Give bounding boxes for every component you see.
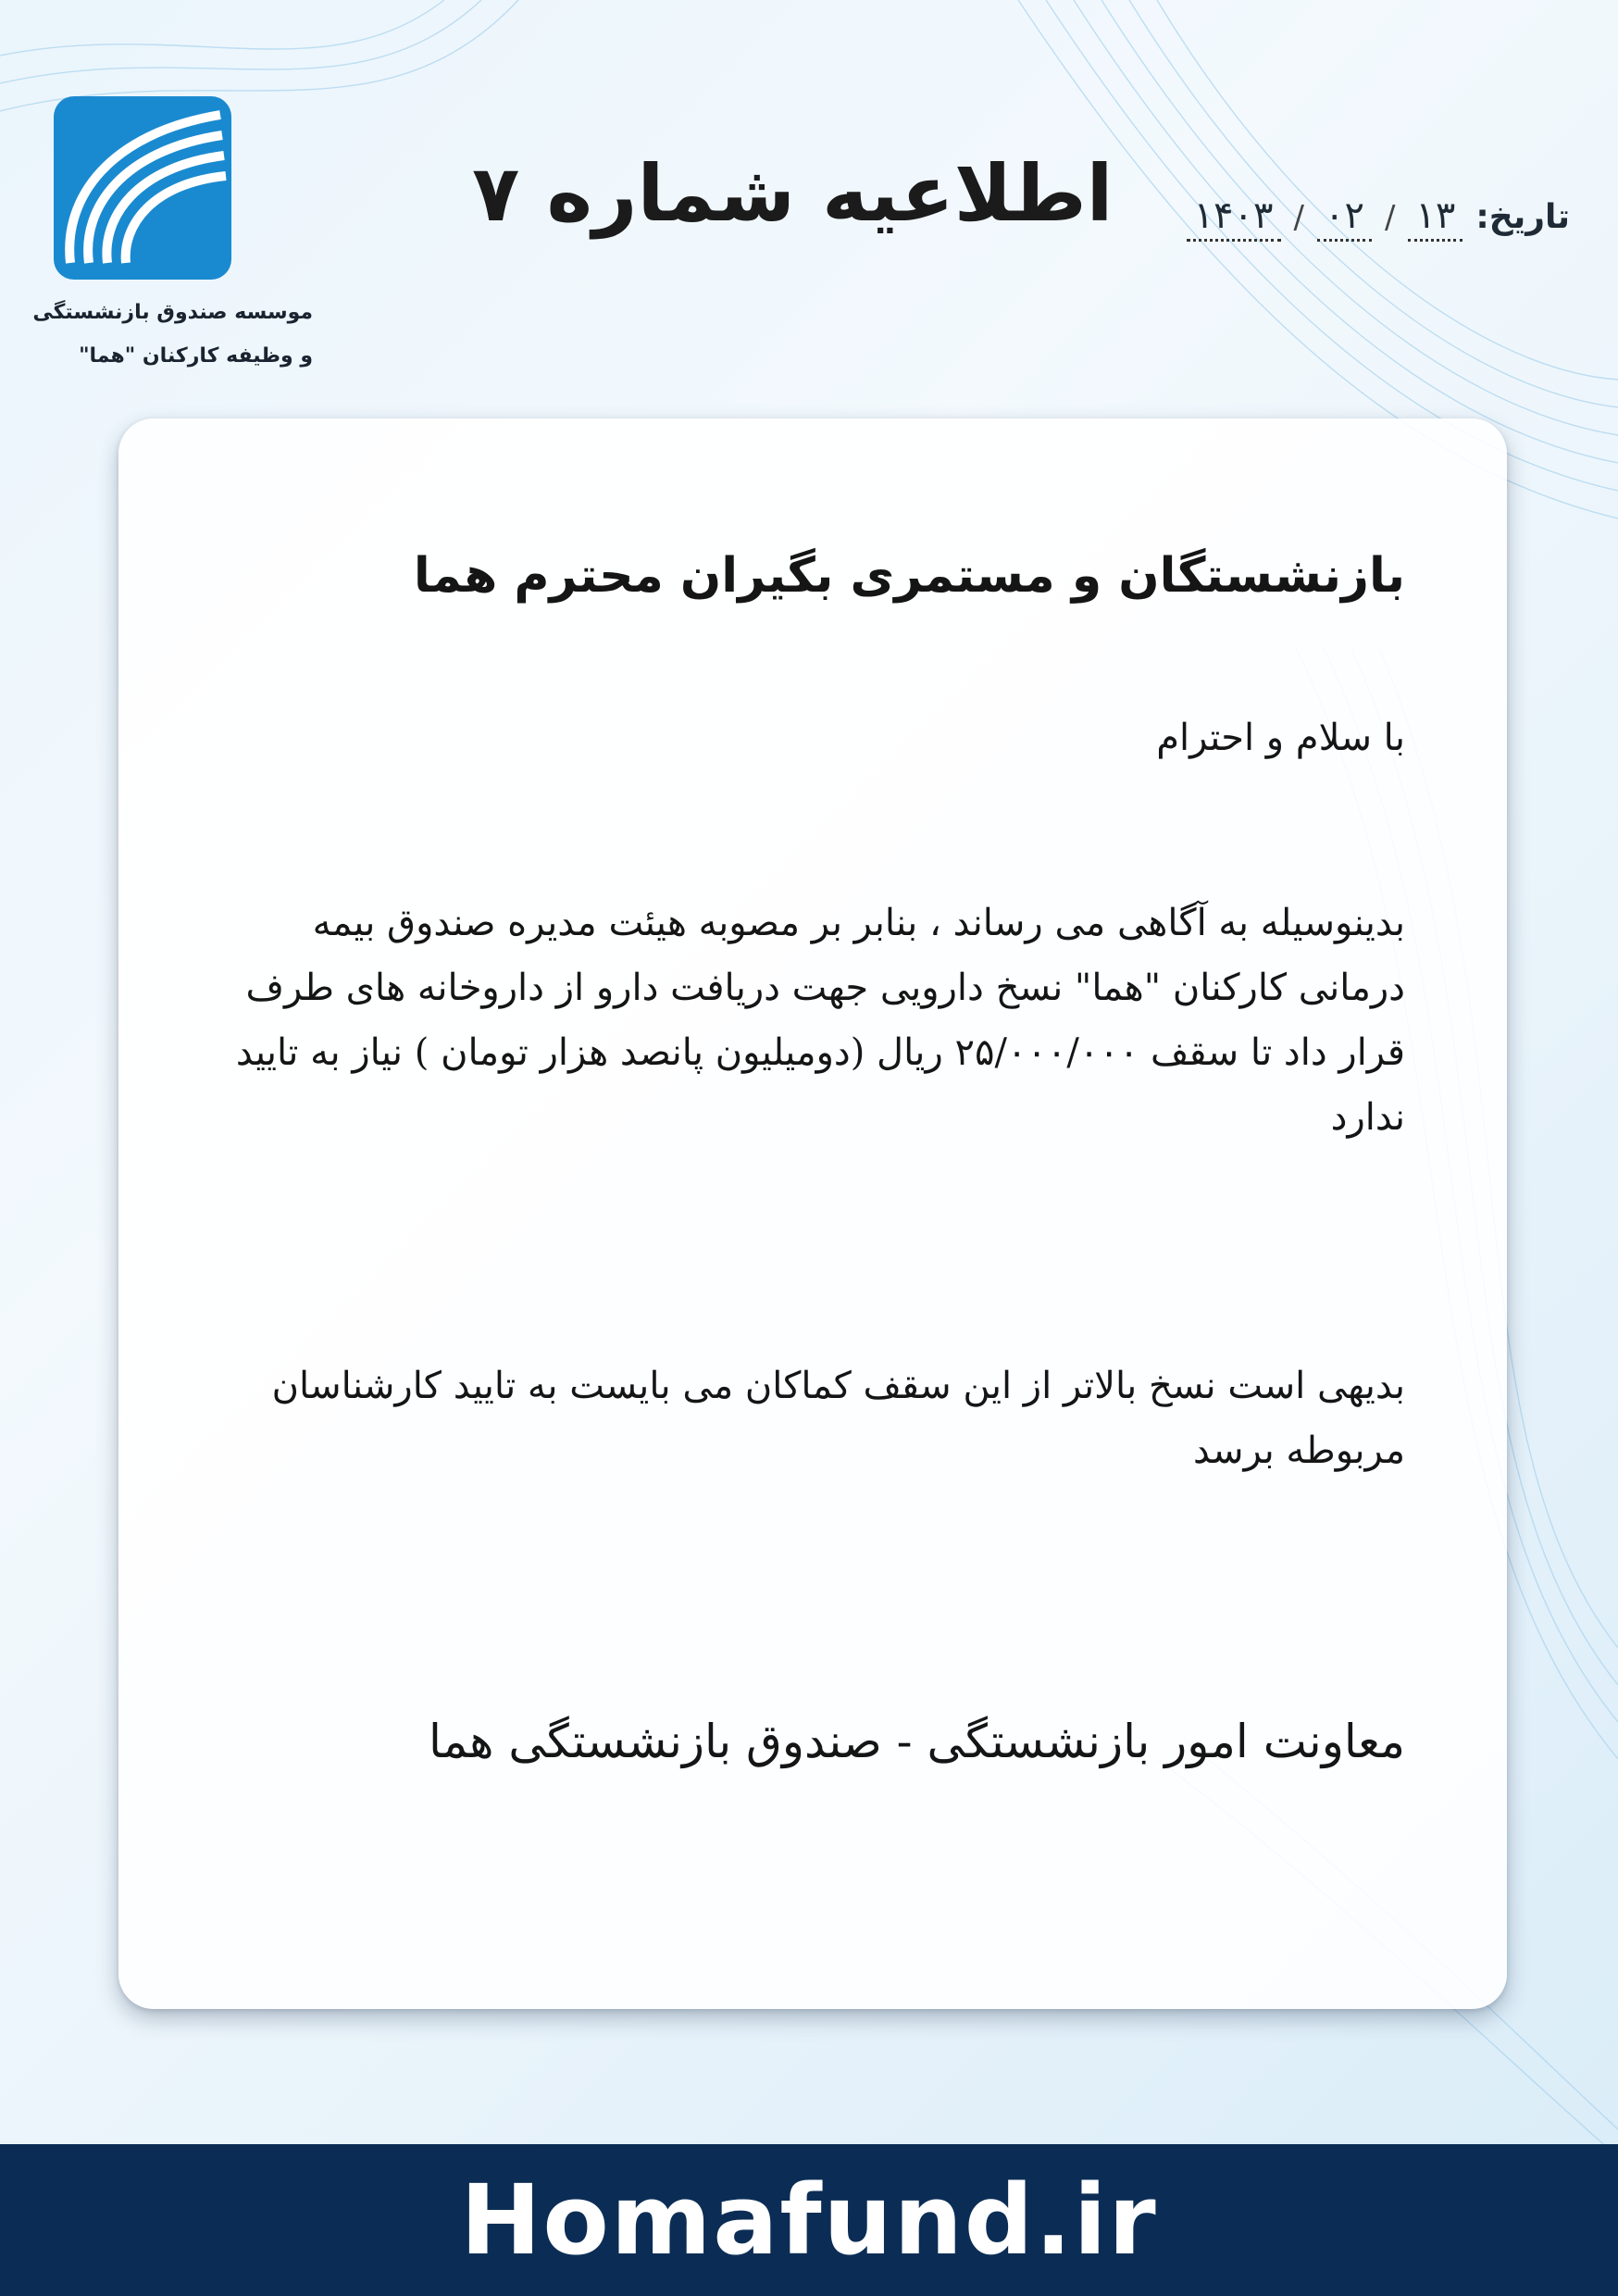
letter-paragraph-1: بدینوسیله به آگاهی می رساند ، بنابر بر مصوبه هیئت مدیره صندوق بیمه درمانی کارکنان "هما" نسخ دارویی جهت دریافت دارو از داروخانه های طرف قرار داد تا سقف ۲۵/۰۰۰/۰۰۰ ریال (دومیلیون پانصد هزار تومان ) نیاز به تایید ندارد [235, 902, 1405, 1139]
date-day: ۱۳ [1408, 194, 1462, 242]
letter-card [118, 418, 1507, 2009]
org-name-line1: موسسه صندوق بازنشستگی [32, 301, 313, 324]
date-month: ۰۲ [1317, 194, 1372, 242]
homa-logo [54, 96, 231, 280]
date-field [1187, 194, 1570, 242]
date-separator: / [1384, 199, 1396, 236]
letter-addressee: بازنشستگان و مستمری بگیران محترم هما [413, 548, 1405, 604]
date-label: تاریخ: [1475, 198, 1570, 236]
letter-salutation: با سلام و احترام [1156, 717, 1405, 759]
website-link[interactable]: Homafund.ir [460, 2164, 1158, 2277]
date-separator: / [1293, 199, 1304, 236]
letter-paragraph-2: بدیهی است نسخ بالاتر از این سقف کماکان می بایست به تایید کارشناسان مربوطه برسد [271, 1365, 1405, 1472]
footer-bar [0, 2144, 1618, 2296]
letter-signature: معاونت امور بازنشستگی - صندوق بازنشستگی هما [428, 1715, 1405, 1768]
announcement-title: اطلاعیه شماره ۷ [472, 148, 1114, 239]
org-name-line2: و وظیفه کارکنان "هما" [79, 344, 313, 368]
date-year: ۱۴۰۳ [1187, 194, 1281, 242]
